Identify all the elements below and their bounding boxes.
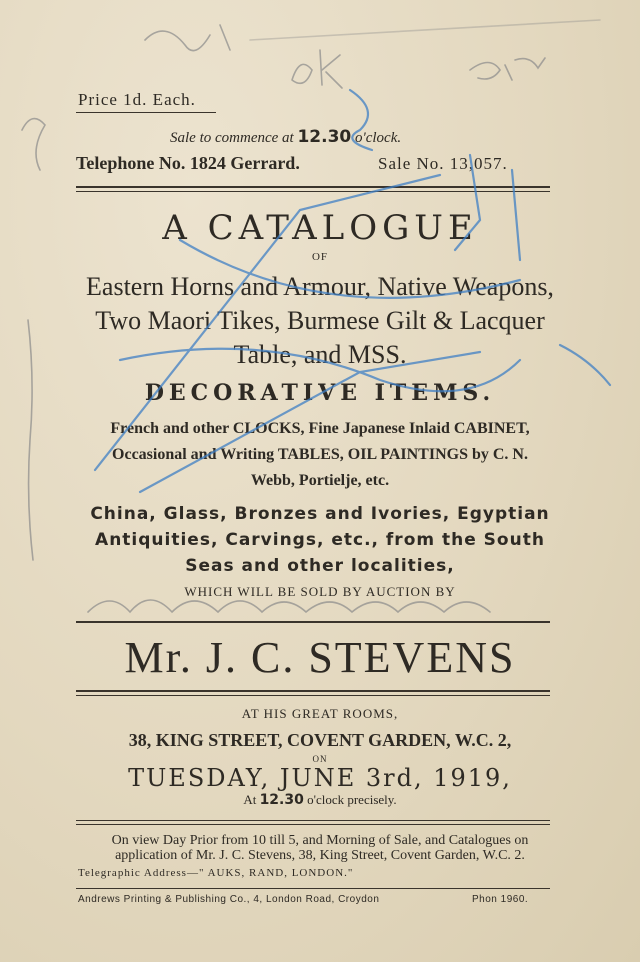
footer-rule bbox=[76, 820, 550, 821]
sale-number: Sale No. 13,057. bbox=[378, 154, 508, 173]
auction-time-line bbox=[0, 792, 640, 808]
viewing-line-2: application of Mr. J. C. Stevens, 38, King Street, Covent Garden, W.C. 2. bbox=[115, 848, 525, 863]
lot-line-5: Occasional and Writing TABLES, OIL PAINTINGS by C. N. bbox=[112, 446, 528, 463]
decorative-items-heading: DECORATIVE ITEMS. bbox=[144, 380, 496, 406]
telegraphic-address: Telegraphic Address—" AUKS, RAND, LONDON." bbox=[78, 867, 354, 879]
auctioneer-top-rule bbox=[76, 621, 550, 623]
auction-time-prefix: At bbox=[243, 792, 257, 807]
auction-address: 38, KING STREET, COVENT GARDEN, W.C. 2, bbox=[128, 730, 512, 750]
at-rooms-line: AT HIS GREAT ROOMS, bbox=[241, 706, 399, 721]
auction-date: TUESDAY, JUNE 3rd, 1919, bbox=[128, 764, 512, 792]
on-word: ON bbox=[312, 754, 328, 764]
of-word: OF bbox=[311, 251, 329, 263]
sale-start-time: 12.30 bbox=[297, 127, 352, 147]
auctioneer-bottom-rule bbox=[76, 690, 550, 692]
top-double-rule-thin bbox=[76, 191, 550, 192]
printer-rule bbox=[76, 888, 550, 889]
graphite-ok-scribble bbox=[292, 50, 342, 88]
printer-phone: Phon 1960. bbox=[472, 894, 529, 905]
lot-line-7: China, Glass, Bronzes and Ivories, Egyptian bbox=[90, 504, 550, 524]
viewing-line-1: On view Day Prior from 10 till 5, and Morning of Sale, and Catalogues on bbox=[111, 833, 529, 848]
graphite-margin-writing-2 bbox=[22, 119, 45, 170]
auction-time-suffix: o'clock precisely. bbox=[307, 792, 397, 807]
graphite-sweep-line bbox=[250, 20, 600, 40]
price-underline bbox=[76, 112, 216, 113]
sale-start-prefix: Sale to commence at bbox=[170, 130, 294, 146]
lot-line-8: Antiquities, Carvings, etc., from the South bbox=[95, 530, 545, 550]
graphite-corner-scribble bbox=[145, 25, 230, 51]
lot-line-6: Webb, Portielje, etc. bbox=[250, 472, 390, 489]
lot-line-2: Two Maori Tikes, Burmese Gilt & Lacquer bbox=[95, 306, 545, 335]
lot-line-4: French and other CLOCKS, Fine Japanese Inlaid CABINET, bbox=[110, 420, 530, 437]
telephone-number: Telephone No. 1824 Gerrard. bbox=[76, 153, 300, 173]
printer-imprint: Andrews Printing & Publishing Co., 4, London Road, Croydon bbox=[78, 894, 380, 905]
graphite-sold-by-scribble bbox=[88, 600, 490, 612]
sale-start-line bbox=[170, 127, 401, 147]
sale-start-suffix: o'clock. bbox=[355, 130, 402, 146]
auctioneer-name: Mr. J. C. STEVENS bbox=[124, 633, 516, 682]
graphite-bid-scribble bbox=[470, 58, 545, 80]
auctioneer-bottom-rule-thin bbox=[76, 695, 550, 696]
lot-line-9: Seas and other localities, bbox=[185, 556, 455, 576]
sold-by-line: WHICH WILL BE SOLD BY AUCTION BY bbox=[184, 584, 456, 599]
price-label: Price 1d. Each. bbox=[78, 90, 196, 109]
catalogue-title: A CATALOGUE bbox=[162, 208, 478, 248]
top-double-rule bbox=[76, 186, 550, 188]
footer-rule-thin bbox=[76, 824, 550, 825]
auction-time: 12.30 bbox=[259, 792, 304, 808]
lot-line-3: Table, and MSS. bbox=[233, 340, 407, 369]
lot-line-1: Eastern Horns and Armour, Native Weapons, bbox=[86, 272, 554, 301]
